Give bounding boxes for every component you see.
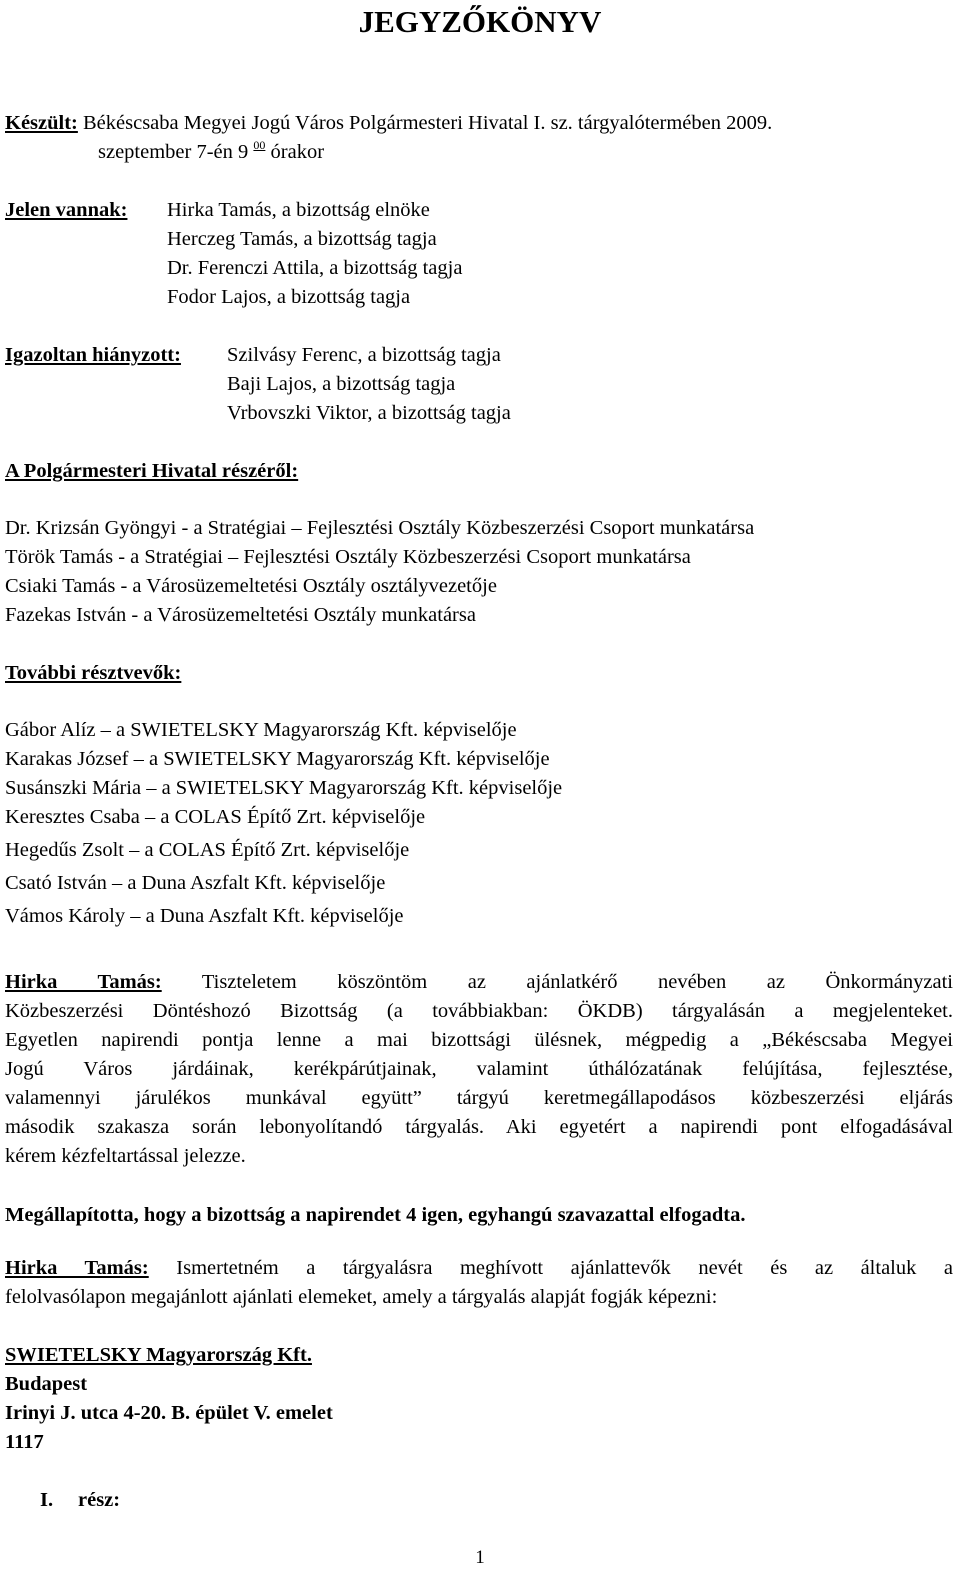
hivatal-person: Csiaki Tamás - a Városüzemeltetési Osztály osztályvezetője [5,575,497,597]
tovabbi-person: Gábor Alíz – a SWIETELSKY Magyarország Kft. képviselője [5,719,517,741]
decision-text: Megállapította, hogy a bizottság a napirendet 4 igen, egyhangú szavazattal elfogadta. [5,1204,746,1226]
hianyzott-label: Igazoltan hiányzott: [5,344,181,366]
tovabbi-person: Csató István – a Duna Aszfalt Kft. képviselője [5,872,386,894]
hianyzott-member: Vrbovszki Viktor, a bizottság tagja [227,402,511,424]
keszult-time-suffix: órakor [265,141,325,163]
tovabbi-person: Karakas József – a SWIETELSKY Magyarország Kft. képviselője [5,748,550,770]
para2-line [5,1256,953,1280]
page-number: 1 [475,1547,485,1568]
para1-line: valamennyi járulékos munkával együtt” tárgyú keretmegállapodásos közbeszerzési eljárás [5,1087,953,1109]
keszult-label: Készült: [5,112,78,134]
jelen-member: Fodor Lajos, a bizottság tagja [167,286,411,308]
para1-line: második szakasza során lebonyolítandó tárgyalás. Aki egyetért a napirendi pont elfogadásával [5,1116,953,1138]
hivatal-person: Dr. Krizsán Gyöngyi - a Stratégiai – Fejlesztési Osztály Közbeszerzési Csoport munkatársa [5,517,755,539]
keszult-minutes: 00 [253,138,266,152]
tovabbi-label: További résztvevők: [5,662,182,684]
keszult-text: Békéscsaba Megyei Jogú Város Polgármesteri Hivatal I. sz. tárgyalótermében 2009. [77,112,773,134]
jelen-member: Hirka Tamás, a bizottság elnöke [167,199,430,221]
hianyzott-member: Szilvásy Ferenc, a bizottság tagja [227,344,501,366]
company-name: SWIETELSKY Magyarország Kft. [5,1344,312,1366]
tovabbi-person: Susánszki Mária – a SWIETELSKY Magyarország Kft. képviselője [5,777,563,799]
company-street: Irinyi J. utca 4-20. B. épület V. emelet [5,1402,333,1424]
tovabbi-person: Vámos Károly – a Duna Aszfalt Kft. képviselője [5,905,404,927]
company-city: Budapest [5,1373,88,1395]
para2-text: Ismertetném a tárgyalásra meghívott ajánlattevők nevét és az általuk a [148,1257,953,1279]
document-title: JEGYZŐKÖNYV [358,4,602,39]
jelen-member: Herczeg Tamás, a bizottság tagja [167,228,437,250]
para1-line: Jogú Város járdáinak, kerékpárútjainak, valamint úthálózatának felújítása, fejlesztése, [5,1058,953,1080]
keszult-line-2 [98,140,324,164]
hivatal-label: A Polgármesteri Hivatal részéről: [5,460,299,482]
keszult-line-1 [5,111,772,135]
tovabbi-person: Keresztes Csaba – a COLAS Építő Zrt. képviselője [5,806,426,828]
part-number: I. [40,1489,54,1511]
part-label: rész: [78,1489,121,1511]
jelen-member: Dr. Ferenczi Attila, a bizottság tagja [167,257,463,279]
company-zip: 1117 [5,1431,44,1453]
hivatal-person: Török Tamás - a Stratégiai – Fejlesztési Osztály Közbeszerzési Csoport munkatársa [5,546,691,568]
para1-line-last: kérem kézfeltartással jelezze. [5,1145,246,1167]
para1-line: Közbeszerzési Döntéshozó Bizottság (a továbbiakban: ÖKDB) tárgyalásán a megjelenteket. [5,1000,953,1022]
keszult-date: szeptember 7-én 9 [98,141,254,163]
hivatal-person: Fazekas István - a Városüzemeltetési Osztály munkatársa [5,604,476,626]
para2-line-last: felolvasólapon megajánlott ajánlati elemeket, amely a tárgyalás alapját fogják képezni: [5,1286,718,1308]
para1-speaker: Hirka Tamás: [5,971,162,993]
para1-line [5,970,953,994]
para1-text: Tiszteletem köszöntöm az ajánlatkérő nevében az Önkormányzati [161,971,953,993]
tovabbi-person: Hegedűs Zsolt – a COLAS Építő Zrt. képviselője [5,839,410,861]
para1-line: Egyetlen napirendi pontja lenne a mai bizottsági ülésnek, mégpedig a „Békéscsaba Megyei [5,1029,953,1051]
para2-speaker: Hirka Tamás: [5,1257,149,1279]
hianyzott-member: Baji Lajos, a bizottság tagja [227,373,456,395]
jelen-label: Jelen vannak: [5,199,128,221]
